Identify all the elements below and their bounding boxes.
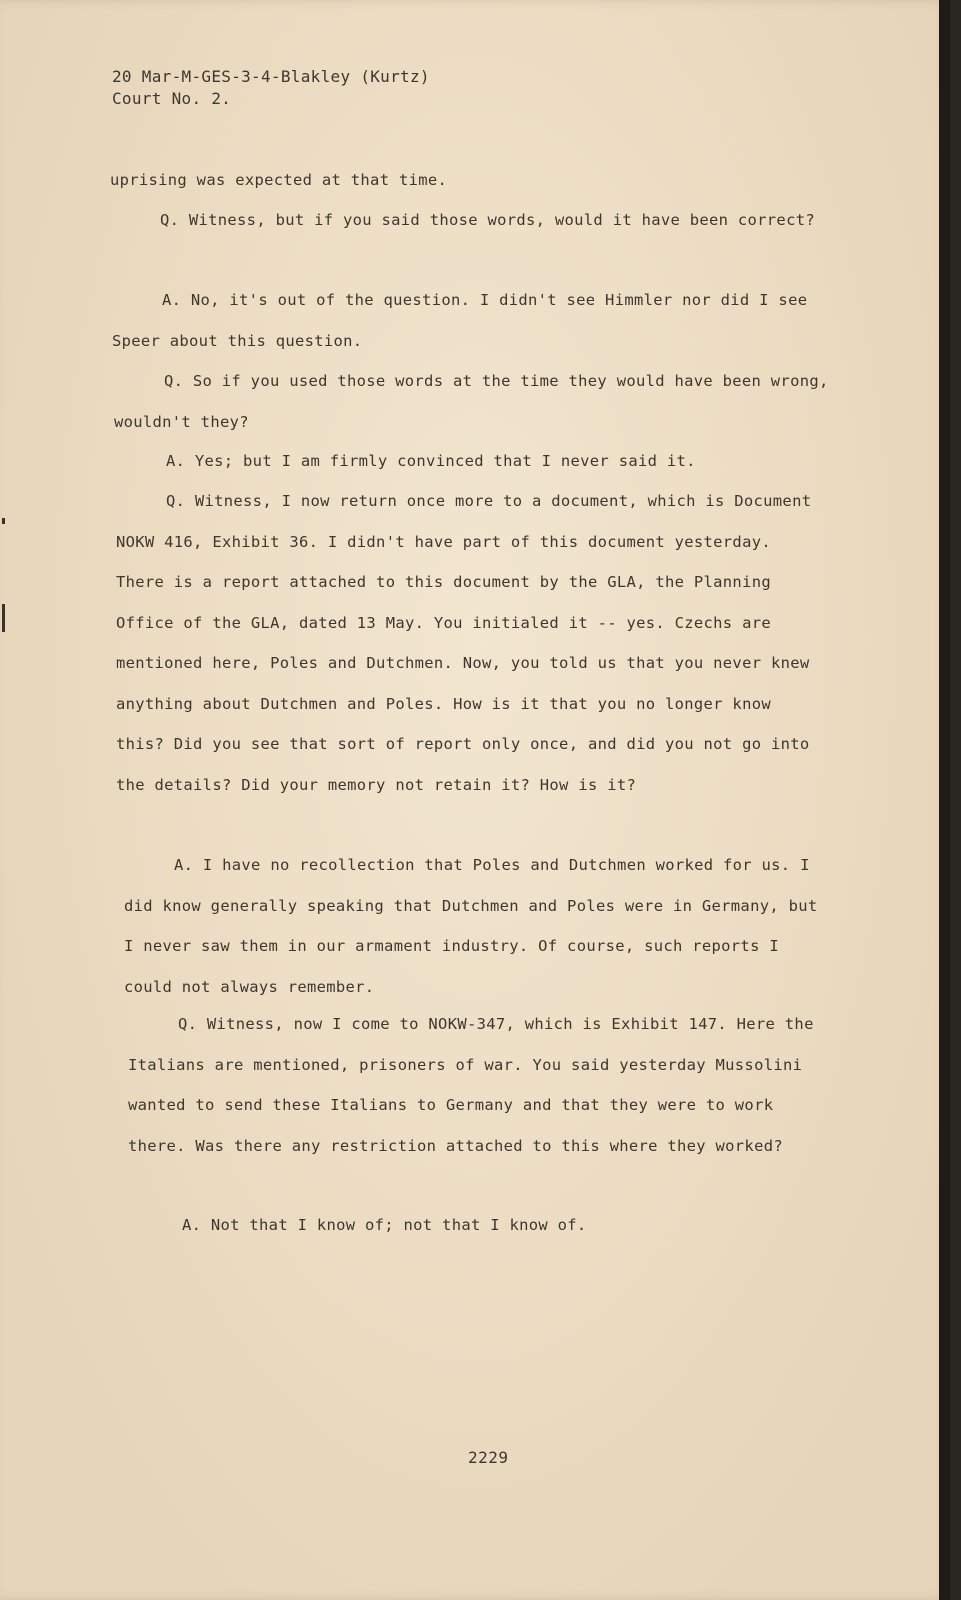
paragraph-question: Q. Witness, I now return once more to a document, which is Document NOKW 416, Exhibit 36. I didn't have part of this document yesterday. There is a report attached to this document by the GLA, the Planning Office of the GLA, dated 13 May. You initialed it -- yes. Czechs are mentioned here, Poles and Dutchmen. Now, you told us that you never knew anything about Dutchmen and Poles. How is it that you no longer know this? Did you see that sort of report only once, and did you not go into the details? Did your memory not retain it? How is it? — [116, 492, 812, 794]
paragraph-answer: A. Yes; but I am firmly convinced that I never said it. — [166, 452, 696, 470]
paragraph-question: Q. Witness, but if you said those words, would it have been correct? — [160, 211, 815, 229]
document-header — [112, 66, 430, 110]
paragraph-continuation: uprising was expected at that time. — [110, 171, 448, 189]
header-court: Court No. 2. — [112, 89, 232, 108]
paragraph-answer: A. Not that I know of; not that I know of. — [182, 1216, 587, 1234]
scan-edge — [939, 0, 950, 1600]
binding-mark — [2, 604, 5, 632]
header-reference: 20 Mar-M-GES-3-4-Blakley (Kurtz) — [112, 67, 430, 86]
paragraph-question: Q. So if you used those words at the time they would have been wrong, wouldn't they? — [114, 372, 829, 431]
binding-mark — [2, 518, 5, 524]
paragraph-question: Q. Witness, now I come to NOKW-347, which is Exhibit 147. Here the Italians are mentioned, prisoners of war. You said yesterday Mussolini wanted to send these Italians to Germany and that they were to work there. Was there any restriction attached to this where they worked? — [128, 1015, 814, 1155]
page-number: 2229 — [468, 1448, 509, 1467]
paragraph-answer: A. I have no recollection that Poles and Dutchmen worked for us. I did know generally speaking that Dutchmen and Poles were in Germany, but I never saw them in our armament industry. Of course, such reports I could not always remember. — [124, 856, 818, 996]
paragraph-answer: A. No, it's out of the question. I didn't see Himmler nor did I see Speer about this question. — [112, 291, 808, 350]
